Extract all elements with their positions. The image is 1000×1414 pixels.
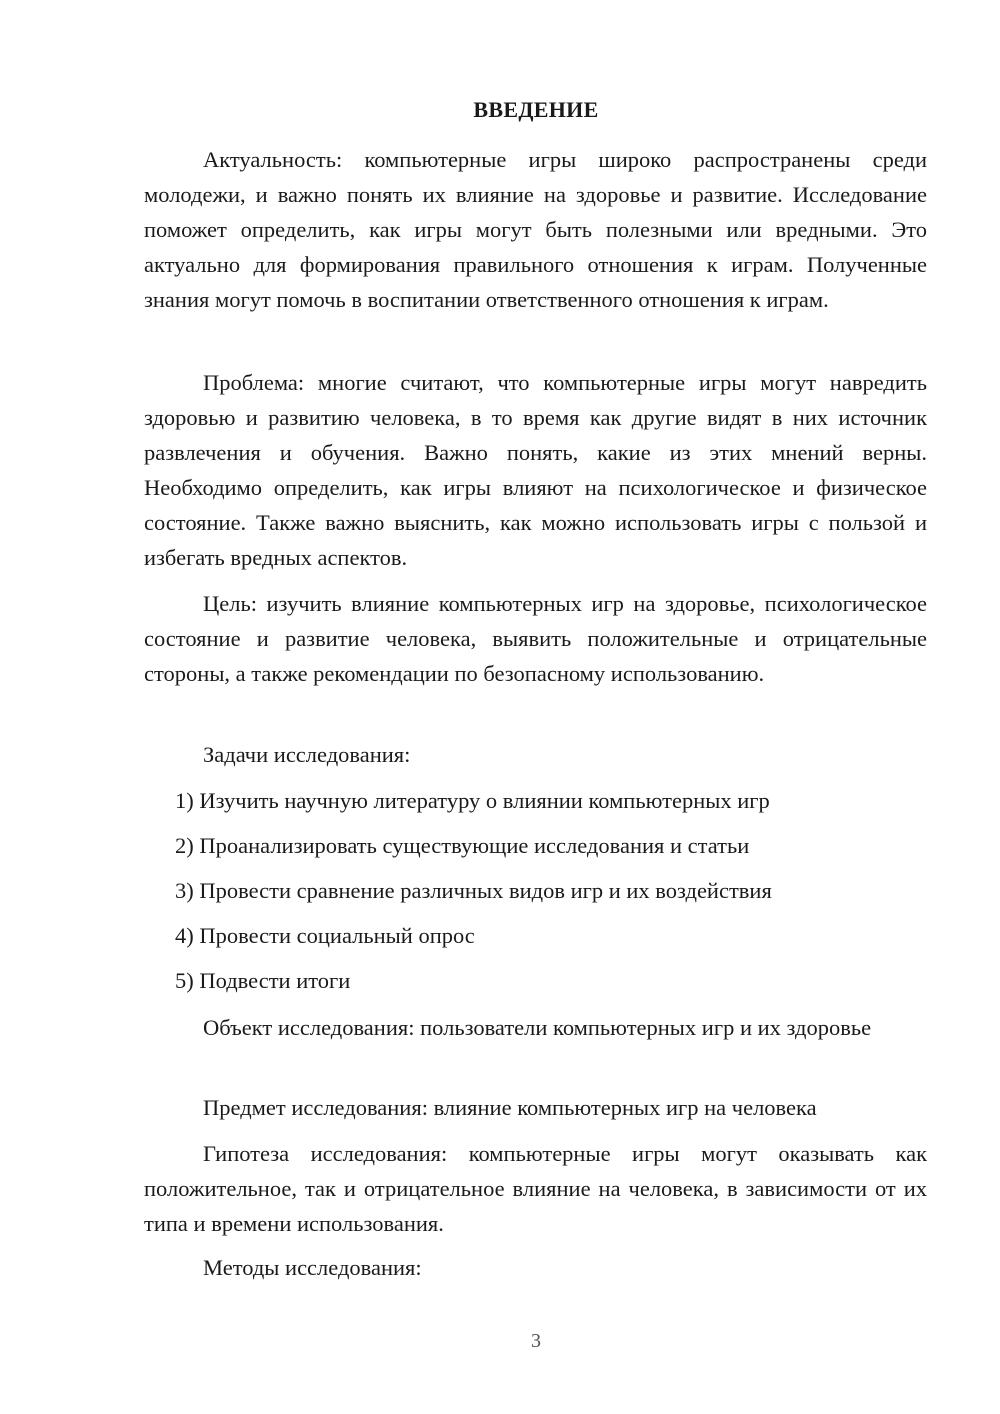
relevance-paragraph: Актуальность: компьютерные игры широко распространены среди молодежи, и важно понять их влияние на здоровье и развитие. Исследование поможет определить, как игры могут быть полезными или вредными. Это актуально для формирования правильного отношения к играм. Полученные знания могут помочь в воспитании ответственного отношения к играм.	[144, 147, 927, 312]
task-item: 1) Изучить научную литературу о влиянии компьютерных игр	[175, 788, 770, 813]
task-item: 3) Провести сравнение различных видов игр и их воздействия	[175, 878, 772, 903]
task-item: 4) Провести социальный опрос	[175, 923, 475, 948]
task-item: 2) Проанализировать существующие исследования и статьи	[175, 833, 750, 858]
subject-paragraph: Предмет исследования: влияние компьютерных игр на человека	[203, 1095, 817, 1120]
hypothesis-paragraph: Гипотеза исследования: компьютерные игры могут оказывать как положительное, так и отрицательное влияние на человека, в зависимости от их типа и времени использования.	[144, 1141, 927, 1236]
object-paragraph: Объект исследования: пользователи компьютерных игр и их здоровье	[203, 1015, 872, 1040]
task-item: 5) Подвести итоги	[175, 968, 351, 993]
page-number: 3	[531, 1330, 541, 1352]
problem-paragraph: Проблема: многие считают, что компьютерные игры могут навредить здоровью и развитию человека, в то время как другие видят в них источник развлечения и обучения. Важно понять, какие из этих мнений верны. Необходимо определить, как игры влияют на психологическое и физическое состояние. Также важно выяснить, как можно использовать игры с пользой и избегать вредных аспектов.	[144, 370, 927, 570]
section-heading: ВВЕДЕНИЕ	[473, 97, 599, 122]
goal-paragraph: Цель: изучить влияние компьютерных игр на здоровье, психологическое состояние и развитие человека, выявить положительные и отрицательные стороны, а также рекомендации по безопасному использованию.	[144, 591, 927, 686]
methods-title: Методы исследования:	[203, 1255, 422, 1280]
tasks-title: Задачи исследования:	[203, 742, 411, 767]
